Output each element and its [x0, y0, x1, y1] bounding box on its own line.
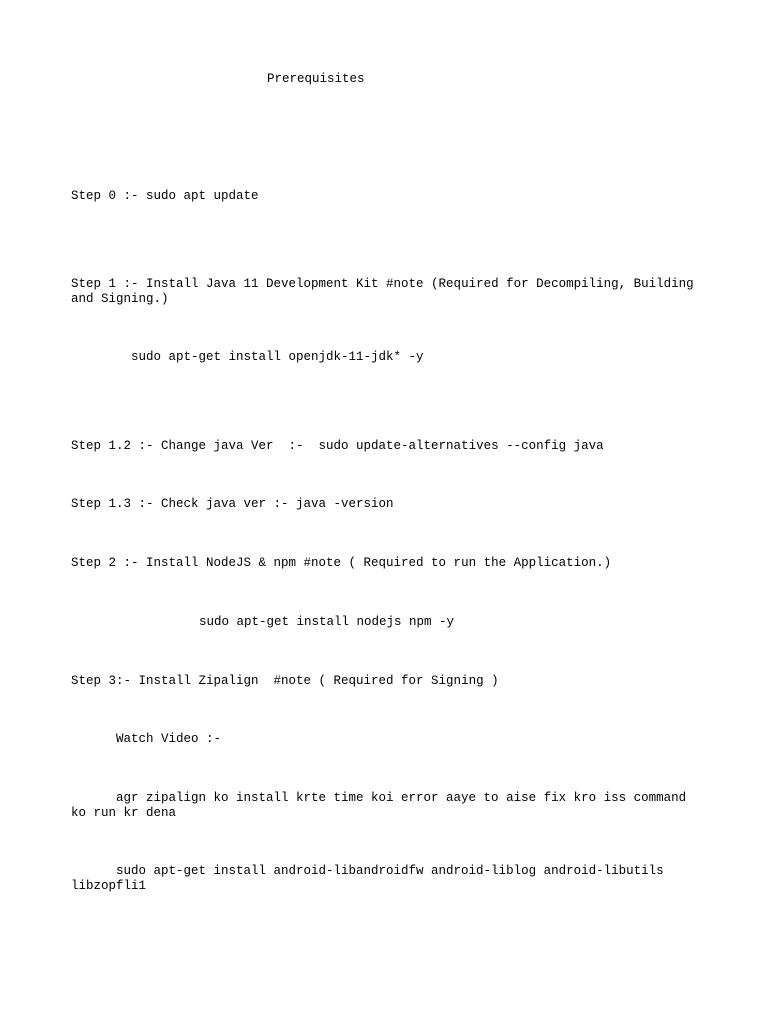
- step-1-2-text: Step 1.2 :- Change java Ver :- sudo update-alternatives --config java: [71, 439, 604, 453]
- java-install-command: sudo apt-get install openjdk-11-jdk* -y: [131, 350, 424, 364]
- zipalign-fix-command: sudo apt-get install android-libandroidfw android-liblog android-libutils libzopfli1: [71, 864, 664, 893]
- step-1-3-text: Step 1.3 :- Check java ver :- java -version: [71, 497, 394, 511]
- step-0-text: Step 0 :- sudo apt update: [71, 189, 259, 203]
- step-1-text: Step 1 :- Install Java 11 Development Kit #note (Required for Decompiling, Building and Signing.): [71, 277, 694, 306]
- document-title: Prerequisites: [267, 72, 365, 86]
- watch-video-label: Watch Video :-: [116, 732, 222, 746]
- node-install-command: sudo apt-get install nodejs npm -y: [199, 615, 455, 629]
- step-2-text: Step 2 :- Install NodeJS & npm #note ( Required to run the Application.): [71, 556, 612, 570]
- zipalign-error-note: agr zipalign ko install krte time koi error aaye to aise fix kro iss command ko run kr dena: [71, 791, 687, 820]
- step-3-text: Step 3:- Install Zipalign #note ( Required for Signing ): [71, 674, 499, 688]
